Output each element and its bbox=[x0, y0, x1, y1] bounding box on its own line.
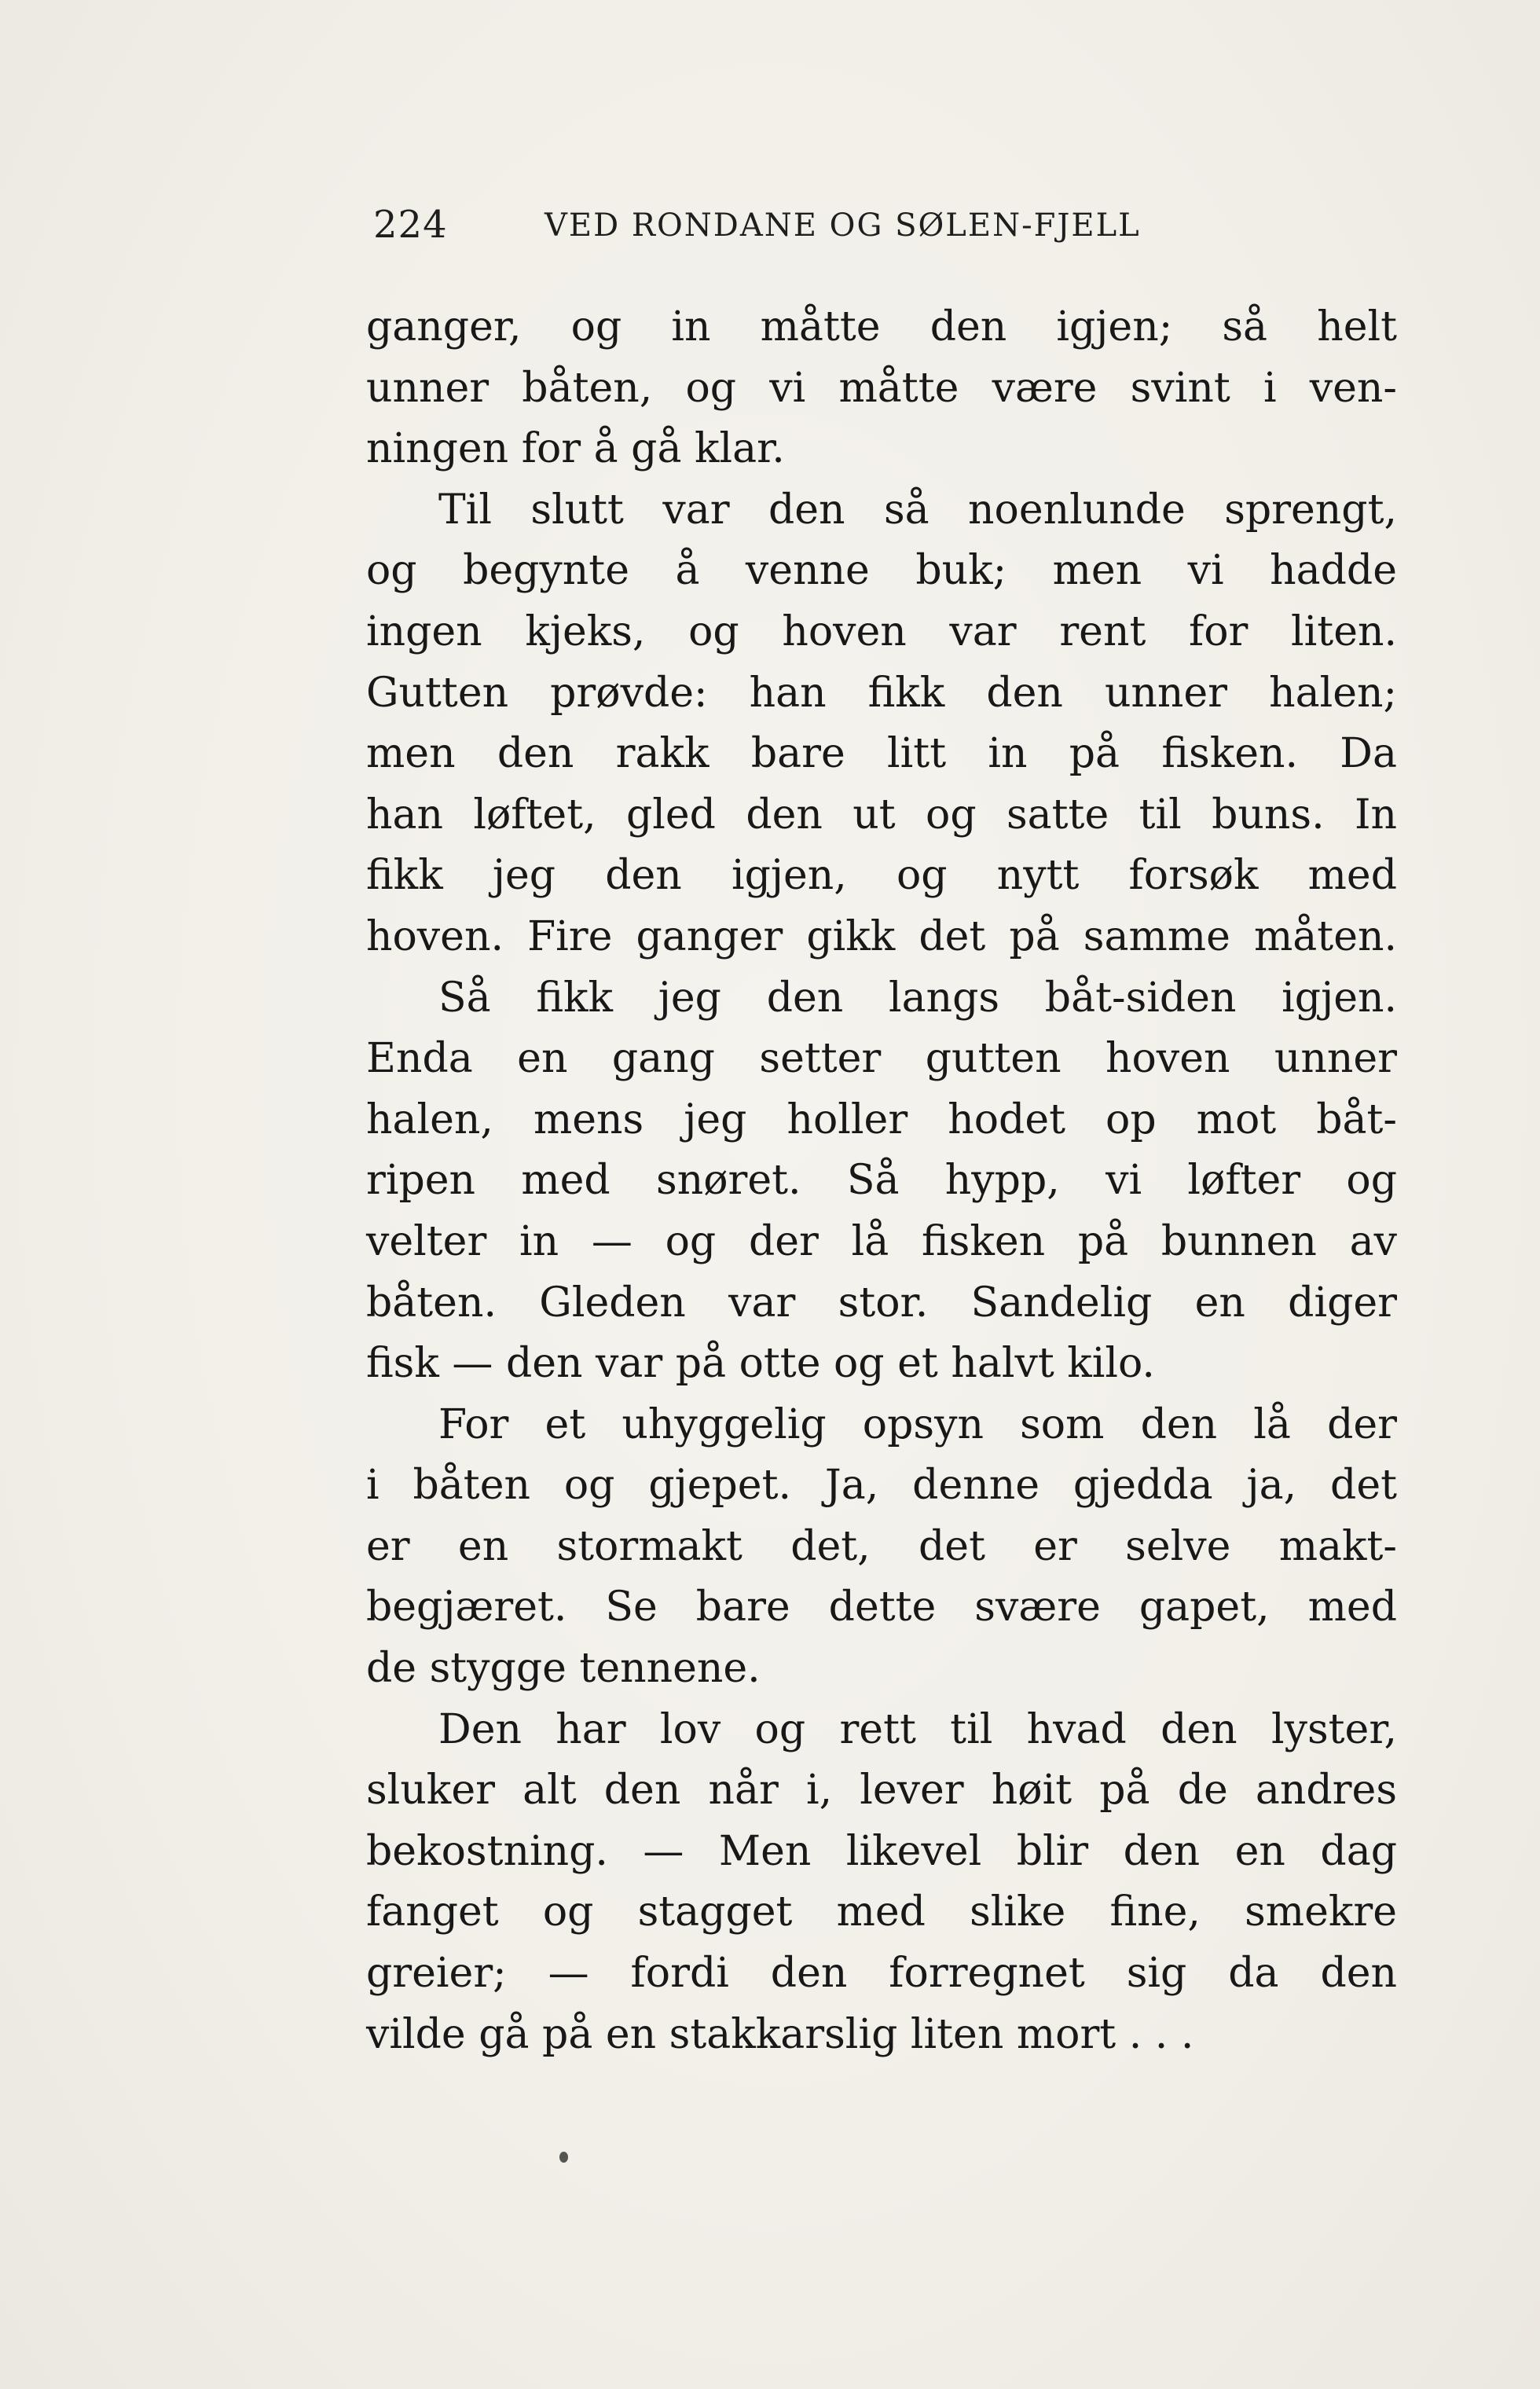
text-line: vilde gå på en stakkarslig liten mort . . . bbox=[366, 2010, 1194, 2058]
text-line: Den har lov og rett til hvad den lyster, bbox=[438, 1705, 1397, 1753]
text-line: er en stormakt det, det er selve makt- bbox=[366, 1522, 1397, 1570]
text-line: og begynte å venne buk; men vi hadde bbox=[366, 547, 1397, 595]
text-line: fanget og stagget med slike fine, smekre bbox=[366, 1888, 1397, 1936]
text-line: Så fikk jeg den langs båt-siden igjen. bbox=[438, 974, 1397, 1022]
text-line: bekostning. — Men likevel blir den en dag bbox=[366, 1827, 1397, 1875]
text-line: ripen med snøret. Så hypp, vi løfter og bbox=[366, 1157, 1397, 1205]
text-line: men den rakk bare litt in på fisken. Da bbox=[366, 730, 1397, 778]
text-line: ganger, og in måtte den igjen; så helt bbox=[366, 303, 1397, 350]
text-line: båten. Gleden var stor. Sandelig en diger bbox=[366, 1279, 1397, 1327]
page-header bbox=[373, 203, 1395, 258]
text-line: de stygge tennene. bbox=[366, 1645, 761, 1693]
text-line: ingen kjeks, og hoven var rent for liten. bbox=[366, 607, 1397, 655]
text-line: Gutten prøvde: han fikk den unner halen; bbox=[366, 669, 1397, 717]
print-speck bbox=[559, 2152, 568, 2163]
text-line: hoven. Fire ganger gikk det på samme måten. bbox=[366, 912, 1397, 960]
body-text bbox=[366, 297, 1397, 2065]
text-line: i båten og gjepet. Ja, denne gjedda ja, det bbox=[366, 1462, 1397, 1510]
text-line: sluker alt den når i, lever høit på de andres bbox=[366, 1767, 1397, 1815]
text-line: For et uhyggelig opsyn som den lå der bbox=[438, 1400, 1397, 1448]
text-line: Til slutt var den så noenlunde sprengt, bbox=[438, 486, 1397, 534]
text-line: unner båten, og vi måtte være svint i ven- bbox=[366, 364, 1397, 412]
text-line: han løftet, gled den ut og satte til buns. In bbox=[366, 791, 1397, 839]
text-line: halen, mens jeg holler hodet op mot båt- bbox=[366, 1095, 1397, 1143]
text-line: velter in — og der lå fisken på bunnen av bbox=[366, 1217, 1397, 1265]
text-line: ningen for å gå klar. bbox=[366, 425, 785, 473]
page-number: 224 bbox=[373, 203, 448, 247]
text-line: Enda en gang setter gutten hoven unner bbox=[366, 1035, 1397, 1083]
text-line: fisk — den var på otte og et halvt kilo. bbox=[366, 1340, 1155, 1388]
running-title: VED RONDANE OG SØLEN-FJELL bbox=[544, 207, 1141, 244]
text-line: begjæret. Se bare dette svære gapet, med bbox=[366, 1583, 1397, 1631]
text-line: greier; — fordi den forregnet sig da den bbox=[366, 1950, 1397, 1998]
text-line: fikk jeg den igjen, og nytt forsøk med bbox=[366, 852, 1397, 900]
